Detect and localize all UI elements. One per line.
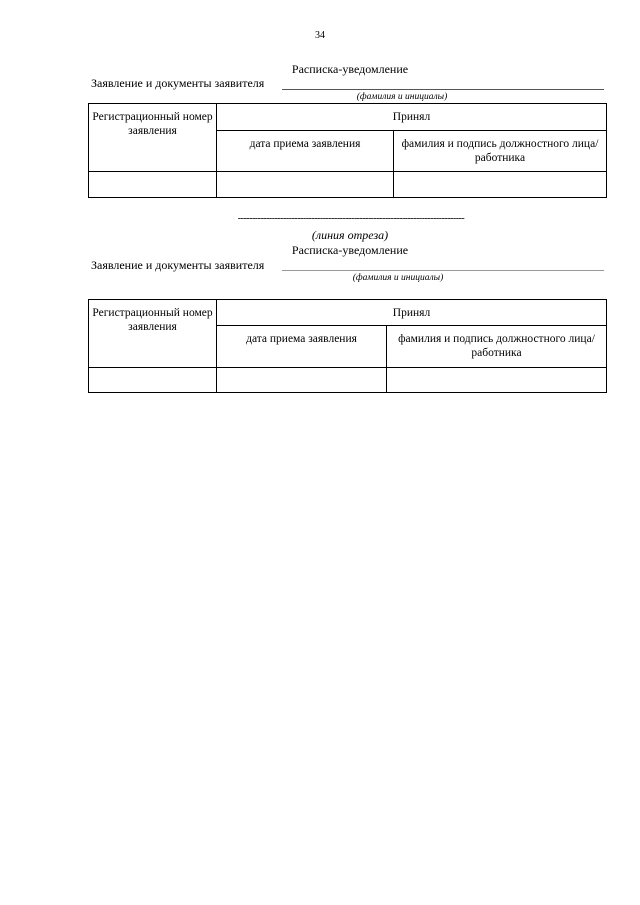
receipt-title: Расписка-уведомление [291, 243, 409, 257]
reg-number-header: Регистрационный номер заявления [89, 300, 217, 368]
date-header: дата приема заявления [217, 326, 387, 368]
accepted-header: Принял [217, 300, 607, 326]
name-caption: (фамилия и инициалы) [352, 273, 444, 283]
reg-number-header: Регистрационный номер заявления [89, 104, 217, 172]
date-cell[interactable] [217, 368, 387, 393]
applicant-name-line [282, 270, 604, 271]
name-caption: (фамилия и инициалы) [356, 92, 448, 102]
receipt-title: Расписка-уведомление [291, 62, 409, 76]
page-number: 34 [315, 30, 325, 41]
receipt-table [88, 299, 607, 393]
receipt-table [88, 103, 607, 198]
signature-header: фамилия и подпись должностного лица/работника [394, 131, 607, 172]
signature-header: фамилия и подпись должностного лица/работника [387, 326, 607, 368]
applicant-label: Заявление и документы заявителя [91, 258, 265, 272]
accepted-header: Принял [217, 104, 607, 131]
signature-cell[interactable] [387, 368, 607, 393]
date-cell[interactable] [217, 172, 394, 198]
applicant-name-line [282, 89, 604, 90]
cut-line: -------------------------------------------------------------------------------- [237, 213, 465, 224]
reg-number-cell[interactable] [89, 172, 217, 198]
signature-cell[interactable] [394, 172, 607, 198]
applicant-label: Заявление и документы заявителя [91, 76, 265, 90]
reg-number-cell[interactable] [89, 368, 217, 393]
date-header: дата приема заявления [217, 131, 394, 172]
cut-caption: (линия отреза) [311, 228, 389, 242]
